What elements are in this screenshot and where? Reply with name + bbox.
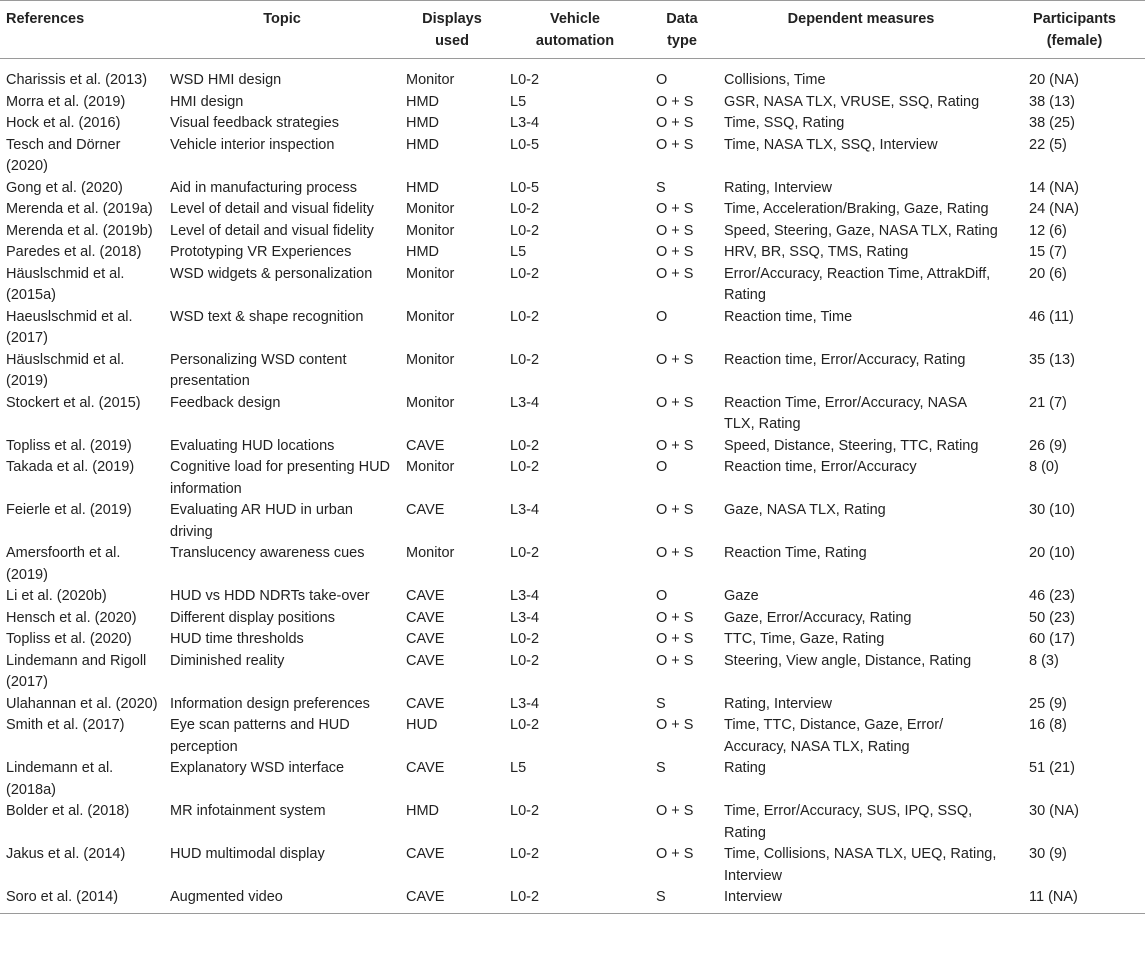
cell-measures: Error/Accuracy, Reaction Time, AttrakDiff, Rating: [724, 265, 991, 303]
cell-participants: 12 (6): [1029, 222, 1067, 239]
cell-display: HMD: [406, 136, 440, 153]
cell-reference: Ulahannan et al. (2020): [6, 695, 158, 712]
cell-type: O + S: [656, 437, 694, 454]
cell-measures: Reaction Time, Error/Accuracy, NASA TLX, Rating: [724, 394, 967, 432]
cell-display: HMD: [406, 803, 440, 819]
cell-type: O + S: [656, 201, 694, 217]
cell-topic: Augmented video: [170, 889, 283, 905]
cell-automation: L5: [510, 244, 527, 260]
cell-measures: Time, TTC, Distance, Gaze, Error/ Accuracy, NASA TLX, Rating: [724, 717, 944, 755]
header-references: References: [6, 11, 85, 27]
cell-topic: Different display positions: [170, 609, 335, 626]
cell-display: Monitor: [406, 459, 455, 475]
table-row: [0, 92, 1145, 114]
cell-topic: Evaluating HUD locations: [170, 437, 335, 454]
cell-participants: 15 (7): [1029, 244, 1067, 260]
cell-measures: Gaze, NASA TLX, Rating: [724, 502, 886, 518]
cell-participants: 35 (13): [1029, 351, 1075, 368]
cell-display: Monitor: [406, 545, 455, 561]
cell-topic: WSD widgets & personalization: [170, 265, 373, 282]
cell-automation: L0-2: [510, 717, 540, 733]
cell-measures: Speed, Steering, Gaze, NASA TLX, Rating: [724, 222, 998, 239]
cell-type: O + S: [656, 545, 694, 561]
cell-type: O: [656, 588, 668, 604]
cell-measures: Steering, View angle, Distance, Rating: [724, 652, 972, 669]
cell-type: O: [656, 459, 668, 475]
cell-display: CAVE: [406, 652, 445, 669]
table-row: [0, 199, 1145, 221]
cell-measures: Reaction time, Error/Accuracy, Rating: [724, 351, 966, 368]
cell-display: Monitor: [406, 351, 455, 368]
cell-automation: L0-2: [510, 652, 540, 669]
cell-automation: L3-4: [510, 588, 540, 604]
cell-automation: L0-2: [510, 889, 540, 905]
cell-reference: Amersfoorth et al. (2019): [6, 545, 121, 583]
cell-topic: WSD text & shape recognition: [170, 308, 364, 325]
cell-automation: L0-2: [510, 631, 540, 647]
cell-automation: L0-2: [510, 459, 540, 475]
cell-topic: MR infotainment system: [170, 803, 326, 819]
cell-automation: L5: [510, 93, 527, 110]
cell-measures: Interview: [724, 889, 783, 905]
cell-automation: L3-4: [510, 502, 540, 518]
cell-type: O + S: [656, 846, 694, 862]
cell-type: O + S: [656, 136, 694, 153]
cell-reference: Haeuslschmid et al. (2017): [6, 308, 133, 346]
table-row: [0, 887, 1145, 913]
cell-participants: 16 (8): [1029, 717, 1067, 733]
cell-topic: Level of detail and visual fidelity: [170, 201, 374, 217]
table-row: [0, 608, 1145, 630]
table-row: [0, 242, 1145, 264]
cell-topic: HUD time thresholds: [170, 631, 304, 647]
table-row: [0, 715, 1145, 758]
cell-measures: Rating, Interview: [724, 695, 832, 712]
cell-participants: 60 (17): [1029, 631, 1075, 647]
cell-type: S: [656, 889, 666, 905]
cell-type: O + S: [656, 502, 694, 518]
table-row: [0, 629, 1145, 651]
cell-participants: 38 (25): [1029, 115, 1075, 131]
cell-display: CAVE: [406, 846, 445, 862]
cell-display: CAVE: [406, 588, 445, 604]
header-displays-used: Displays used: [422, 11, 482, 49]
table-row: [0, 113, 1145, 135]
cell-participants: 20 (6): [1029, 265, 1067, 282]
cell-automation: L0-5: [510, 179, 540, 196]
cell-reference: Topliss et al. (2019): [6, 437, 132, 454]
cell-reference: Hock et al. (2016): [6, 115, 121, 131]
cell-automation: L0-2: [510, 308, 540, 325]
cell-display: Monitor: [406, 394, 455, 411]
cell-measures: HRV, BR, SSQ, TMS, Rating: [724, 244, 909, 260]
cell-reference: Häuslschmid et al. (2019): [6, 351, 125, 389]
header-participants: Participants (female): [1033, 11, 1116, 49]
cell-participants: 22 (5): [1029, 136, 1067, 153]
table-body: [0, 59, 1145, 914]
table-row: [0, 758, 1145, 801]
table-row: [0, 59, 1145, 92]
cell-reference: Paredes et al. (2018): [6, 244, 142, 260]
cell-measures: Collisions, Time: [724, 72, 826, 88]
cell-topic: Prototyping VR Experiences: [170, 244, 352, 260]
cell-measures: Time, Acceleration/Braking, Gaze, Rating: [724, 201, 989, 217]
cell-participants: 38 (13): [1029, 93, 1075, 110]
cell-participants: 46 (23): [1029, 588, 1075, 604]
table-row: [0, 844, 1145, 887]
cell-type: S: [656, 760, 666, 776]
cell-automation: L0-2: [510, 201, 540, 217]
cell-automation: L0-2: [510, 803, 540, 819]
cell-type: S: [656, 179, 666, 196]
cell-participants: 8 (0): [1029, 459, 1059, 475]
table-row: [0, 350, 1145, 393]
cell-measures: TTC, Time, Gaze, Rating: [724, 631, 885, 647]
cell-automation: L3-4: [510, 394, 540, 411]
cell-topic: HMI design: [170, 93, 244, 110]
table-row: [0, 436, 1145, 458]
cell-type: O + S: [656, 222, 694, 239]
cell-participants: 25 (9): [1029, 695, 1067, 712]
cell-reference: Feierle et al. (2019): [6, 502, 132, 518]
cell-automation: L0-2: [510, 437, 540, 454]
cell-topic: Personalizing WSD content presentation: [170, 351, 347, 389]
cell-topic: Evaluating AR HUD in urban driving: [170, 502, 353, 540]
cell-type: O + S: [656, 717, 694, 733]
cell-participants: 20 (NA): [1029, 72, 1079, 88]
cell-participants: 21 (7): [1029, 394, 1067, 411]
cell-automation: L0-2: [510, 846, 540, 862]
header-vehicle-automation: Vehicle automation: [535, 11, 615, 49]
cell-display: Monitor: [406, 308, 455, 325]
cell-measures: Reaction Time, Rating: [724, 545, 867, 561]
cell-type: S: [656, 695, 666, 712]
cell-participants: 46 (11): [1029, 308, 1074, 325]
table-row: [0, 135, 1145, 178]
cell-automation: L3-4: [510, 115, 540, 131]
cell-measures: Gaze: [724, 588, 759, 604]
cell-topic: WSD HMI design: [170, 72, 282, 88]
cell-type: O + S: [656, 244, 694, 260]
table-row: [0, 307, 1145, 350]
cell-topic: Explanatory WSD interface: [170, 760, 345, 776]
table-row: [0, 543, 1145, 586]
cell-display: CAVE: [406, 760, 445, 776]
cell-topic: Level of detail and visual fidelity: [170, 222, 374, 239]
cell-type: O + S: [656, 351, 694, 368]
cell-display: HMD: [406, 244, 440, 260]
table-row: [0, 694, 1145, 716]
cell-display: CAVE: [406, 609, 445, 626]
cell-display: CAVE: [406, 502, 445, 518]
cell-participants: 30 (10): [1029, 502, 1075, 518]
cell-type: O + S: [656, 609, 694, 626]
cell-participants: 30 (9): [1029, 846, 1067, 862]
cell-type: O + S: [656, 265, 694, 282]
cell-topic: Diminished reality: [170, 652, 285, 669]
cell-automation: L3-4: [510, 609, 540, 626]
cell-reference: Tesch and Dörner (2020): [6, 136, 121, 174]
cell-measures: Time, SSQ, Rating: [724, 115, 845, 131]
cell-participants: 50 (23): [1029, 609, 1075, 626]
cell-type: O: [656, 72, 668, 88]
cell-display: CAVE: [406, 437, 445, 454]
cell-topic: Aid in manufacturing process: [170, 179, 357, 196]
cell-reference: Smith et al. (2017): [6, 717, 125, 733]
cell-measures: Rating, Interview: [724, 179, 832, 196]
table-row: [0, 500, 1145, 543]
cell-topic: Information design preferences: [170, 695, 370, 712]
cell-display: Monitor: [406, 201, 455, 217]
cell-display: Monitor: [406, 222, 455, 239]
cell-reference: Merenda et al. (2019a): [6, 201, 153, 217]
cell-participants: 51 (21): [1029, 760, 1075, 776]
cell-reference: Lindemann and Rigoll (2017): [6, 652, 147, 690]
cell-participants: 24 (NA): [1029, 201, 1079, 217]
cell-display: HMD: [406, 93, 440, 110]
cell-automation: L0-2: [510, 351, 540, 368]
cell-reference: Topliss et al. (2020): [6, 631, 132, 647]
cell-type: O + S: [656, 803, 694, 819]
cell-topic: Cognitive load for presenting HUD information: [170, 459, 391, 497]
cell-reference: Morra et al. (2019): [6, 93, 126, 110]
cell-reference: Soro et al. (2014): [6, 889, 119, 905]
table-row: [0, 586, 1145, 608]
cell-topic: Vehicle interior inspection: [170, 136, 335, 153]
cell-topic: HUD vs HDD NDRTs take-over: [170, 588, 370, 604]
cell-automation: L0-2: [510, 265, 540, 282]
cell-automation: L3-4: [510, 695, 540, 712]
cell-reference: Hensch et al. (2020): [6, 609, 137, 626]
table-row: [0, 221, 1145, 243]
cell-reference: Jakus et al. (2014): [6, 846, 126, 862]
cell-reference: Li et al. (2020b): [6, 588, 107, 604]
cell-measures: Reaction time, Time: [724, 308, 853, 325]
cell-reference: Stockert et al. (2015): [6, 394, 141, 411]
cell-automation: L0-5: [510, 136, 540, 153]
cell-type: O + S: [656, 93, 694, 110]
table-row: [0, 651, 1145, 694]
table-row: [0, 457, 1145, 500]
cell-participants: 20 (10): [1029, 545, 1075, 561]
cell-measures: Gaze, Error/Accuracy, Rating: [724, 609, 912, 626]
table-row: [0, 393, 1145, 436]
cell-topic: Feedback design: [170, 394, 281, 411]
cell-display: HUD: [406, 717, 438, 733]
header-data-type: Data type: [666, 11, 698, 49]
cell-reference: Bolder et al. (2018): [6, 803, 130, 819]
cell-display: CAVE: [406, 695, 445, 712]
cell-participants: 11 (NA): [1029, 889, 1078, 905]
cell-measures: Rating: [724, 760, 766, 776]
cell-measures: Time, NASA TLX, SSQ, Interview: [724, 136, 938, 153]
cell-participants: 26 (9): [1029, 437, 1067, 454]
cell-reference: Charissis et al. (2013): [6, 72, 148, 88]
cell-display: CAVE: [406, 631, 445, 647]
cell-measures: Time, Error/Accuracy, SUS, IPQ, SSQ, Rating: [724, 803, 973, 841]
cell-measures: GSR, NASA TLX, VRUSE, SSQ, Rating: [724, 93, 980, 110]
cell-reference: Takada et al. (2019): [6, 459, 135, 475]
header-dependent-measures: Dependent measures: [787, 11, 935, 27]
cell-display: CAVE: [406, 889, 445, 905]
cell-topic: Visual feedback strategies: [170, 115, 340, 131]
cell-automation: L0-2: [510, 72, 540, 88]
cell-topic: HUD multimodal display: [170, 846, 325, 862]
cell-automation: L0-2: [510, 222, 540, 239]
cell-reference: Merenda et al. (2019b): [6, 222, 153, 239]
cell-display: HMD: [406, 179, 440, 196]
cell-topic: Eye scan patterns and HUD perception: [170, 717, 350, 755]
cell-automation: L0-2: [510, 545, 540, 561]
cell-topic: Translucency awareness cues: [170, 545, 365, 561]
cell-automation: L5: [510, 760, 527, 776]
cell-type: O + S: [656, 394, 694, 411]
cell-type: O: [656, 308, 668, 325]
table-row: [0, 801, 1145, 844]
table-row: [0, 178, 1145, 200]
header-row: [0, 1, 1145, 59]
cell-display: Monitor: [406, 265, 455, 282]
table-row: [0, 264, 1145, 307]
cell-participants: 8 (3): [1029, 652, 1059, 669]
table-header: [0, 1, 1145, 59]
cell-measures: Speed, Distance, Steering, TTC, Rating: [724, 437, 979, 454]
cell-measures: Reaction time, Error/Accuracy: [724, 459, 917, 475]
cell-reference: Häuslschmid et al. (2015a): [6, 265, 125, 303]
cell-type: O + S: [656, 652, 694, 669]
cell-display: HMD: [406, 115, 440, 131]
header-topic: Topic: [263, 11, 301, 27]
cell-type: O + S: [656, 115, 694, 131]
cell-participants: 14 (NA): [1029, 179, 1079, 196]
cell-participants: 30 (NA): [1029, 803, 1079, 819]
cell-reference: Gong et al. (2020): [6, 179, 123, 196]
cell-measures: Time, Collisions, NASA TLX, UEQ, Rating, Interview: [724, 846, 997, 884]
cell-display: Monitor: [406, 72, 455, 88]
cell-reference: Lindemann et al. (2018a): [6, 760, 114, 798]
cell-type: O + S: [656, 631, 694, 647]
